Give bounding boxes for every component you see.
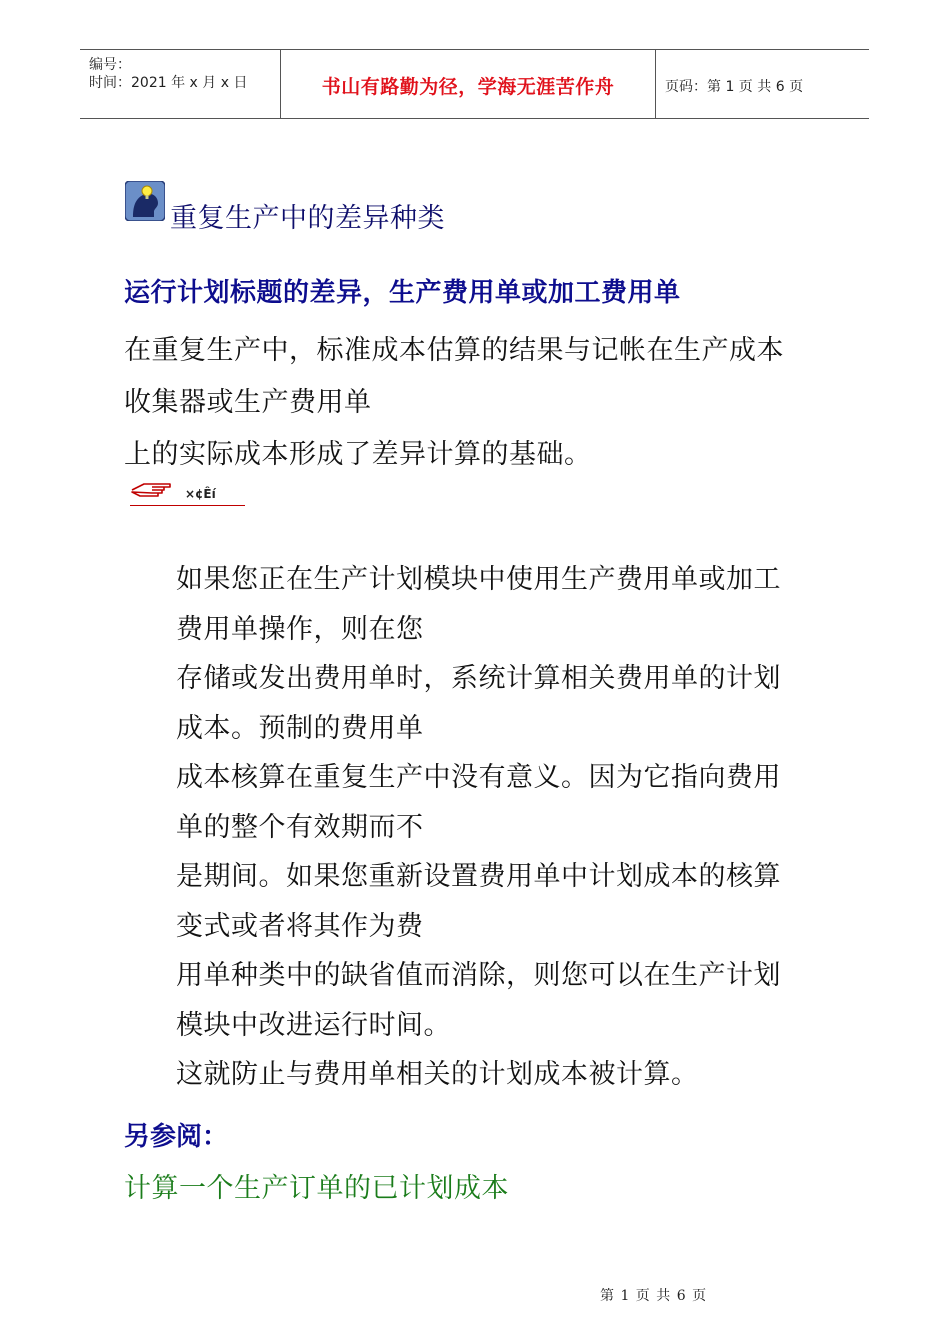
note-line: 成本。预制的费用单 xyxy=(176,712,424,744)
header-page-label: 页码：第 1 页 共 6 页 xyxy=(665,79,804,95)
see-also-heading: 另参阅： xyxy=(124,1122,229,1152)
date-label: 时间：2021 年 x 月 x 日 xyxy=(89,75,248,91)
pointing-hand-icon xyxy=(130,478,174,502)
note-line: 存储或发出费用单时，系统计算相关费用单的计划 xyxy=(176,663,781,694)
note-line: 用单种类中的缺省值而消除，则您可以在生产计划 xyxy=(176,960,781,991)
note-line: 变式或者将其作为费 xyxy=(176,910,424,942)
note-paragraph xyxy=(176,555,846,1100)
note-line: 费用单操作，则在您 xyxy=(176,613,424,645)
note-line: 单的整个有效期而不 xyxy=(176,811,424,843)
header-meta xyxy=(89,56,247,92)
header-divider xyxy=(655,50,656,118)
serial-label: 编号： xyxy=(89,57,131,73)
intro-line: 收集器或生产费用单 xyxy=(124,387,372,418)
intro-paragraph xyxy=(124,325,844,481)
intro-line: 在重复生产中，标准成本估算的结果与记帐在生产成本 xyxy=(124,335,784,366)
note-line: 这就防止与费用单相关的计划成本被计算。 xyxy=(176,1059,699,1090)
page-footer: 第 1 页 共 6 页 xyxy=(600,1288,708,1304)
head-lightbulb-icon xyxy=(125,181,165,221)
intro-line: 上的实际成本形成了差异计算的基础。 xyxy=(124,439,592,470)
note-line: 是期间。如果您重新设置费用单中计划成本的核算 xyxy=(176,861,781,892)
header-motto: 书山有路勤为径，学海无涯苦作舟 xyxy=(321,76,615,98)
note-underline xyxy=(130,505,245,506)
note-line: 模块中改进运行时间。 xyxy=(176,1009,451,1041)
see-also-link[interactable]: 计算一个生产订单的已计划成本 xyxy=(124,1173,509,1204)
note-line: 成本核算在重复生产中没有意义。因为它指向费用 xyxy=(176,762,781,793)
note-label: ×¢Êí xyxy=(185,487,216,501)
note-line: 如果您正在生产计划模块中使用生产费用单或加工 xyxy=(176,564,781,595)
page-title: 重复生产中的差异种类 xyxy=(170,203,445,234)
document-header xyxy=(80,49,869,119)
section-heading: 运行计划标题的差异，生产费用单或加工费用单 xyxy=(124,278,681,308)
